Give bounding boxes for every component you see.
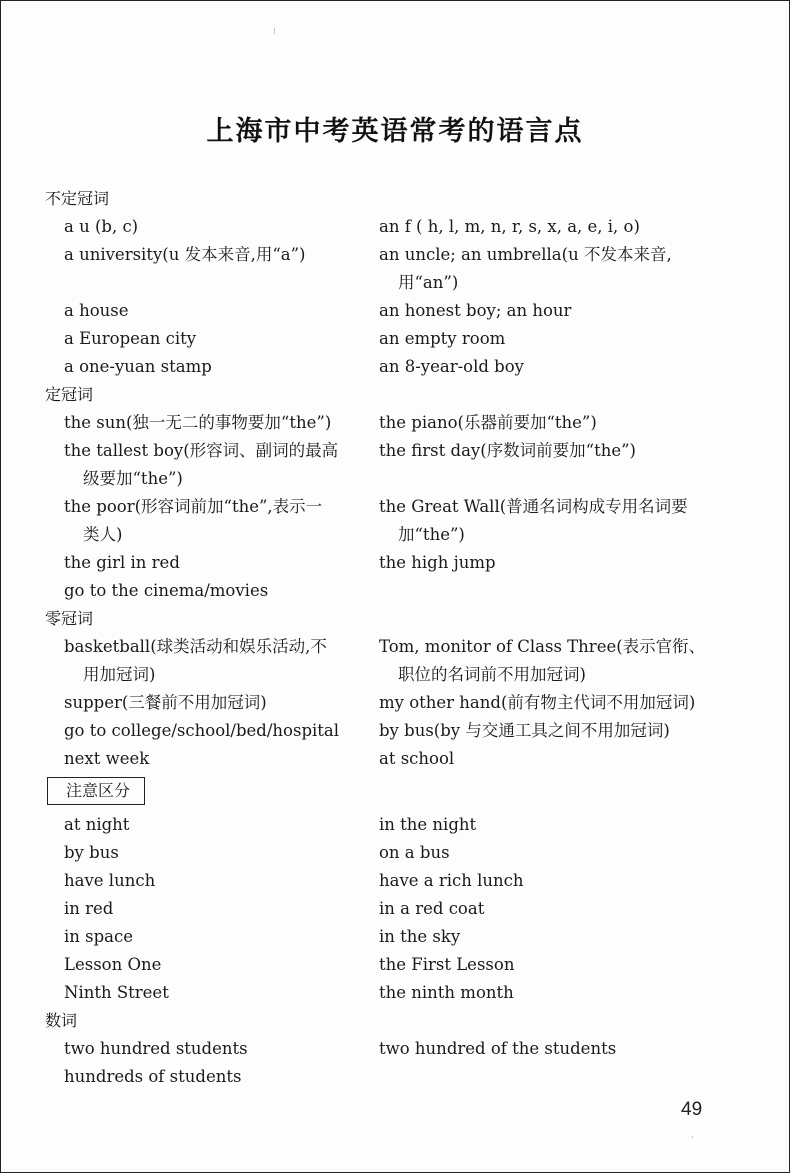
boxed-heading: 注意区分 [47, 777, 145, 805]
section-heading: 不定冠词 [45, 189, 110, 208]
entry-line: on a bus [379, 843, 450, 862]
entry-line: an honest boy; an hour [379, 301, 572, 320]
right-entry [360, 951, 724, 979]
scan-mark: · [691, 1133, 694, 1143]
entry-row [45, 895, 735, 923]
left-entry [45, 811, 360, 839]
right-entry [360, 745, 724, 773]
right-entry [360, 493, 724, 549]
right-entry [360, 689, 724, 717]
entry-line: the piano(乐器前要加“the”) [379, 413, 597, 432]
entry-line: 加“the”) [398, 525, 465, 544]
entry-line: 级要加“the”) [83, 469, 183, 488]
entry-line: have a rich lunch [379, 871, 524, 890]
entry-line: basketball(球类活动和娱乐活动,不 [64, 637, 327, 656]
left-entry [45, 325, 360, 353]
entry-row [45, 867, 735, 895]
entry-row [45, 325, 735, 353]
entry-line: an 8-year-old boy [379, 357, 525, 376]
entry-row [45, 1035, 735, 1063]
entry-line: the First Lesson [379, 955, 515, 974]
left-entry [45, 493, 360, 549]
entry-line: a European city [64, 329, 197, 348]
entry-line: my other hand(前有物主代词不用加冠词) [379, 693, 696, 712]
left-entry [45, 839, 360, 867]
left-entry [45, 979, 360, 1007]
entry-line: an f ( h, l, m, n, r, s, x, a, e, i, o) [379, 217, 640, 236]
entry-line [379, 1063, 724, 1091]
scan-mark: ⁝ [273, 27, 276, 37]
left-entry [45, 867, 360, 895]
entry-row [45, 1063, 735, 1091]
left-entry [45, 409, 360, 437]
right-entry [360, 325, 724, 353]
entry-row [45, 633, 735, 689]
entry-row [45, 549, 735, 577]
left-entry [45, 923, 360, 951]
right-entry [360, 409, 724, 437]
left-entry [45, 1063, 360, 1091]
entry-row [45, 437, 735, 493]
entry-row [45, 241, 735, 297]
left-entry [45, 437, 360, 493]
right-entry [360, 297, 724, 325]
entry-line: an uncle; an umbrella(u 不发本来音, [379, 245, 672, 264]
left-entry [45, 951, 360, 979]
entry-line: Lesson One [64, 955, 162, 974]
page-title: 上海市中考英语常考的语言点 [206, 116, 584, 147]
content-area [45, 185, 735, 1091]
entry-line: 用“an”) [398, 273, 459, 292]
right-entry [360, 1063, 724, 1091]
right-entry [360, 633, 724, 689]
entry-line: the poor(形容词前加“the”,表示一 [64, 497, 323, 516]
left-entry [45, 577, 360, 605]
left-entry [45, 241, 360, 297]
right-entry [360, 577, 724, 605]
entry-line: a u (b, c) [64, 217, 139, 236]
entry-line: a university(u 发本来音,用“a”) [64, 245, 306, 264]
entry-line: in space [64, 927, 134, 946]
entry-line: by bus [64, 843, 119, 862]
entry-row [45, 717, 735, 745]
entry-line: two hundred of the students [379, 1039, 617, 1058]
left-entry [45, 689, 360, 717]
entry-line: at school [379, 749, 455, 768]
entry-line: the ninth month [379, 983, 514, 1002]
entry-line: in the sky [379, 927, 461, 946]
left-entry [45, 633, 360, 689]
entry-line: in the night [379, 815, 477, 834]
entry-line: the Great Wall(普通名词构成专用名词要 [379, 497, 688, 516]
entry-line: 职位的名词前不用加冠词) [398, 665, 586, 684]
entry-row [45, 923, 735, 951]
entry-row [45, 839, 735, 867]
entry-row [45, 979, 735, 1007]
entry-row [45, 577, 735, 605]
entry-line: go to the cinema/movies [64, 581, 269, 600]
entry-row [45, 353, 735, 381]
entry-line: Ninth Street [64, 983, 169, 1002]
left-entry [45, 1035, 360, 1063]
entry-line: an empty room [379, 329, 506, 348]
entry-row [45, 811, 735, 839]
right-entry [360, 353, 724, 381]
left-entry [45, 895, 360, 923]
entry-row [45, 409, 735, 437]
left-entry [45, 745, 360, 773]
entry-line: the tallest boy(形容词、副词的最高 [64, 441, 339, 460]
right-entry [360, 839, 724, 867]
entry-row [45, 745, 735, 773]
entry-row [45, 213, 735, 241]
left-entry [45, 297, 360, 325]
entry-line: go to college/school/bed/hospital [64, 721, 340, 740]
entry-line: have lunch [64, 871, 156, 890]
boxed-heading-row [45, 771, 735, 811]
right-entry [360, 1035, 724, 1063]
right-entry [360, 811, 724, 839]
entry-line: hundreds of students [64, 1067, 242, 1086]
right-entry [360, 717, 724, 745]
entry-line: at night [64, 815, 130, 834]
right-entry [360, 979, 724, 1007]
entry-line: next week [64, 749, 150, 768]
right-entry [360, 549, 724, 577]
right-entry [360, 213, 724, 241]
right-entry [360, 895, 724, 923]
entry-line: the first day(序数词前要加“the”) [379, 441, 636, 460]
entry-row [45, 297, 735, 325]
left-entry [45, 717, 360, 745]
entry-line: two hundred students [64, 1039, 248, 1058]
left-entry [45, 213, 360, 241]
entry-line: the high jump [379, 553, 496, 572]
entry-row [45, 951, 735, 979]
entry-line: in a red coat [379, 899, 485, 918]
entry-line: in red [64, 899, 114, 918]
entry-line: a house [64, 301, 129, 320]
entry-line: a one-yuan stamp [64, 357, 212, 376]
section-heading: 定冠词 [45, 385, 94, 404]
entry-line: supper(三餐前不用加冠词) [64, 693, 267, 712]
entry-row [45, 689, 735, 717]
right-entry [360, 241, 724, 297]
right-entry [360, 867, 724, 895]
right-entry [360, 923, 724, 951]
entry-line: 类人) [83, 525, 123, 544]
entry-line: the girl in red [64, 553, 180, 572]
section-heading: 数词 [45, 1011, 78, 1030]
left-entry [45, 549, 360, 577]
entry-row [45, 493, 735, 549]
entry-line: by bus(by 与交通工具之间不用加冠词) [379, 721, 670, 740]
right-entry [360, 437, 724, 493]
left-entry [45, 353, 360, 381]
entry-line [379, 577, 724, 605]
entry-line: 用加冠词) [83, 665, 156, 684]
entry-line: Tom, monitor of Class Three(表示官衔、 [379, 637, 706, 656]
entry-line: the sun(独一无二的事物要加“the”) [64, 413, 332, 432]
section-heading: 零冠词 [45, 609, 94, 628]
page-number: 49 [681, 1099, 703, 1120]
